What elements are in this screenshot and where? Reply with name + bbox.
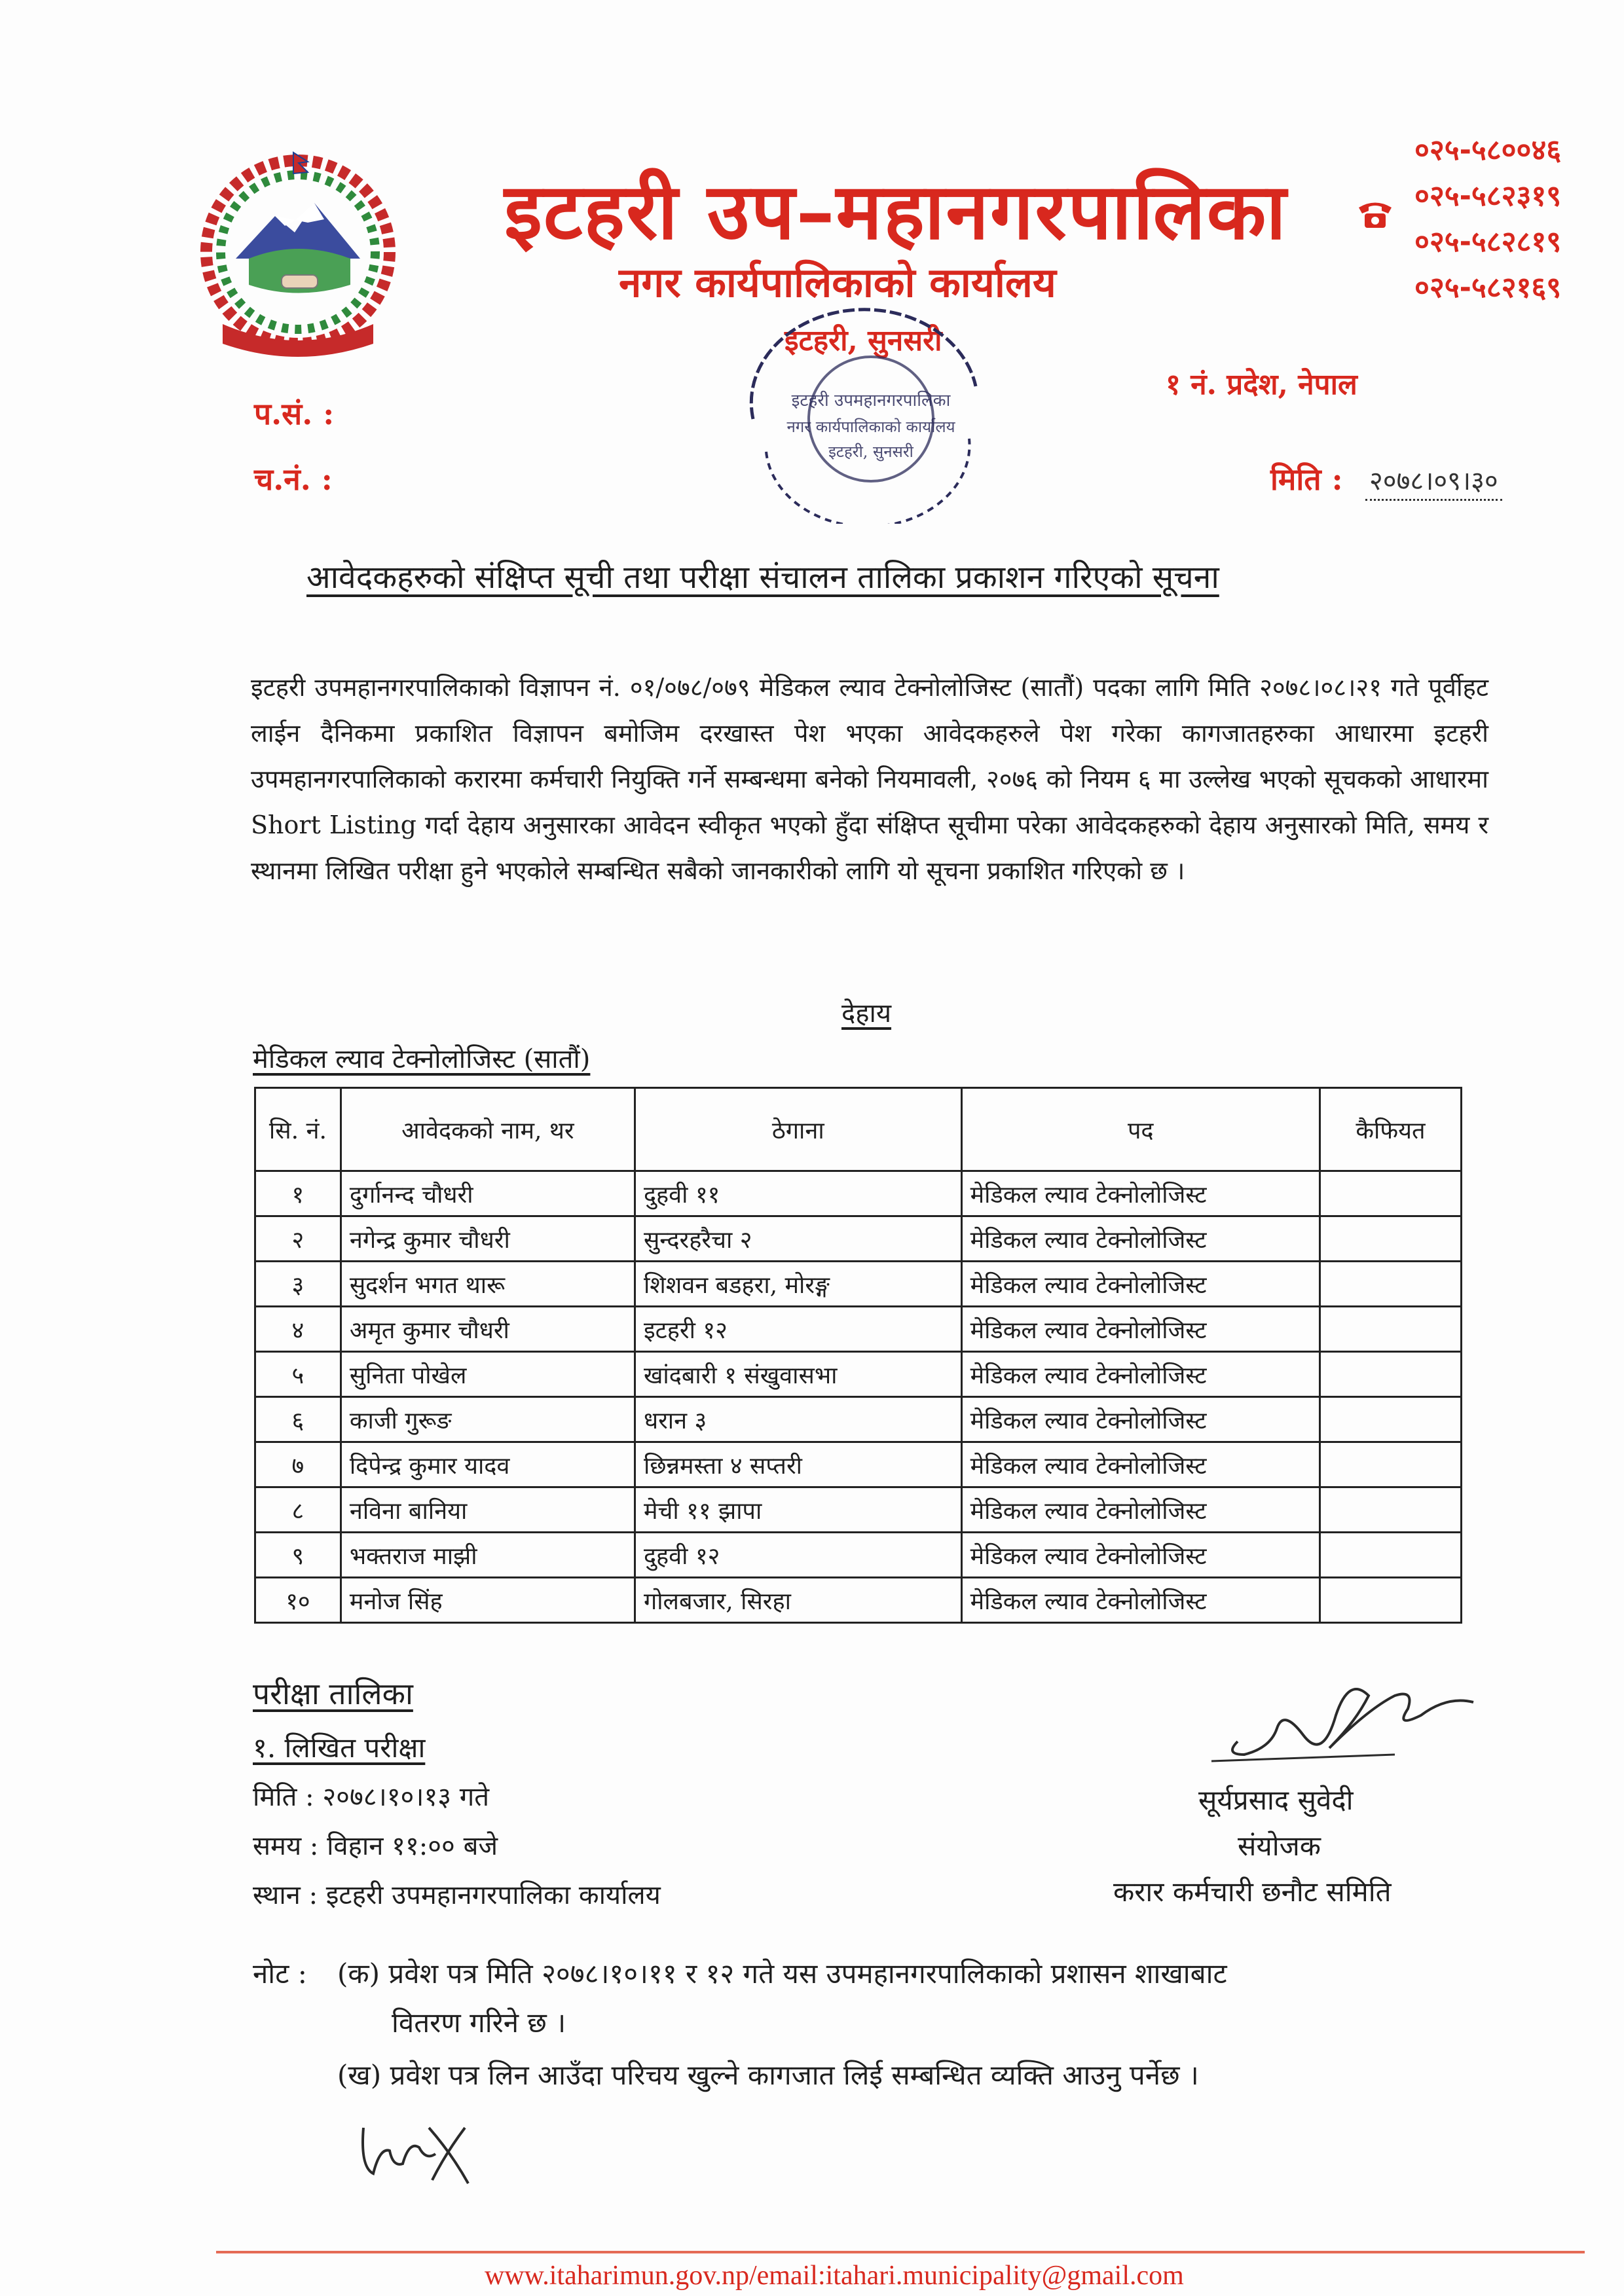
initials-signature	[354, 2102, 478, 2187]
cell-name: काजी गुरूङ	[341, 1397, 635, 1442]
cell-sn: ६	[255, 1397, 341, 1442]
signatory-committee: करार कर्मचारी छनौट समिति	[1113, 1876, 1392, 1908]
cell-sn: २	[255, 1216, 341, 1262]
cell-sn: १०	[255, 1578, 341, 1623]
cell-post: मेडिकल ल्याव टेक्नोलोजिस्ट	[961, 1352, 1320, 1397]
signatory-name: सूर्यप्रसाद सुवेदी	[1198, 1784, 1354, 1816]
post-heading: मेडिकल ल्याव टेक्नोलोजिस्ट (सातौं)	[253, 1044, 591, 1074]
signatory-role: संयोजक	[1238, 1830, 1321, 1862]
cell-sn: ३	[255, 1262, 341, 1307]
applicants-table-body	[255, 1171, 1462, 1623]
notice-body: इटहरी उपमहानगरपालिकाको विज्ञापन नं. ०१/०७८/०७९ मेडिकल ल्याव टेक्नोलोजिस्ट (सातौं) पदका लागि मिति २०७८।०८।२१ गते पूर्वीहट लाईन दैनिकमा प्रकाशित विज्ञापन बमोजिम दरखास्त पेश भएका आवेदकहरुले पेश गरेका कागजातहरुका आधारमा इटहरी उपमहानगरपालिकाको करारमा कर्मचारी नियुक्ति गर्ने सम्बन्धमा बनेको नियमावली, २०७६ को नियम ६ मा उल्लेख भएको सूचकको आधारमा Short Listing गर्दा देहाय अनुसारका आवेदन स्वीकृत भएको हुँदा संक्षिप्त सूचीमा परेका आवेदकहरुको देहाय अनुसारको मिति, समय र स्थानमा लिखित परीक्षा हुने भएकोले सम्बन्धित सबैको जानकारीको लागि यो सूचना प्रकाशित गरिएको छ ।	[251, 673, 1488, 885]
cell-name: सुनिता पोखेल	[341, 1352, 635, 1397]
cell-remarks	[1320, 1216, 1461, 1262]
exam-time: समय : विहान ११:०० बजे	[253, 1831, 498, 1861]
table-row	[255, 1216, 1462, 1262]
notice-title: आवेदकहरुको संक्षिप्त सूची तथा परीक्षा संचालन तालिका प्रकाशन गरिएको सूचना	[306, 559, 1219, 596]
cell-address: सुन्दरहरैचा २	[635, 1216, 961, 1262]
col-header-remarks: कैफियत	[1320, 1088, 1461, 1171]
cell-remarks	[1320, 1262, 1461, 1307]
applicants-table	[254, 1087, 1462, 1624]
cell-remarks	[1320, 1442, 1461, 1487]
col-header-name: आवेदकको नाम, थर	[341, 1088, 635, 1171]
cell-remarks	[1320, 1578, 1461, 1623]
cell-address: इटहरी १२	[635, 1307, 961, 1352]
cell-address: शिशवन बडहरा, मोरङ्ग	[635, 1262, 961, 1307]
cell-post: मेडिकल ल्याव टेक्नोलोजिस्ट	[961, 1442, 1320, 1487]
note-a-line2: वितरण गरिने छ ।	[392, 2007, 566, 2039]
cell-name: अमृत कुमार चौधरी	[341, 1307, 635, 1352]
col-header-sn: सि. नं.	[255, 1088, 341, 1171]
cell-sn: ५	[255, 1352, 341, 1397]
phone-number: ०२५-५८२८१९	[1414, 225, 1562, 259]
cell-post: मेडिकल ल्याव टेक्नोलोजिस्ट	[961, 1171, 1320, 1216]
cell-remarks	[1320, 1171, 1461, 1216]
cell-name: दिपेन्द्र कुमार यादव	[341, 1442, 635, 1487]
cell-post: मेडिकल ल्याव टेक्नोलोजिस्ट	[961, 1487, 1320, 1533]
cell-sn: १	[255, 1171, 341, 1216]
cell-remarks	[1320, 1352, 1461, 1397]
cell-post: मेडिकल ल्याव टेक्नोलोजिस्ट	[961, 1397, 1320, 1442]
cell-name: दुर्गानन्द चौधरी	[341, 1171, 635, 1216]
cell-address: धरान ३	[635, 1397, 961, 1442]
cell-address: गोलबजार, सिरहा	[635, 1578, 961, 1623]
svg-text:नगर कार्यपालिकाको कार्यालय: नगर कार्यपालिकाको कार्यालय	[786, 418, 955, 436]
table-row	[255, 1487, 1462, 1533]
cell-sn: ४	[255, 1307, 341, 1352]
cell-remarks	[1320, 1397, 1461, 1442]
date-value: २०७८।०९।३०	[1365, 462, 1502, 501]
footer-divider	[216, 2251, 1585, 2253]
telephone-icon	[1356, 198, 1395, 230]
nepal-emblem-icon	[183, 147, 419, 363]
cell-address: दुहवी १२	[635, 1533, 961, 1578]
table-row	[255, 1352, 1462, 1397]
table-row	[255, 1578, 1462, 1623]
table-row	[255, 1171, 1462, 1216]
phone-number: ०२५-५८००४६	[1414, 134, 1562, 167]
cell-remarks	[1320, 1487, 1461, 1533]
cell-address: मेची ११ झापा	[635, 1487, 961, 1533]
table-row	[255, 1397, 1462, 1442]
cell-post: मेडिकल ल्याव टेक्नोलोजिस्ट	[961, 1216, 1320, 1262]
col-header-address: ठेगाना	[635, 1088, 961, 1171]
table-row	[255, 1262, 1462, 1307]
note-label: नोट :	[253, 1958, 307, 1990]
office-name: नगर कार्यपालिकाको कार्यालय	[619, 259, 1056, 306]
table-row	[255, 1533, 1462, 1578]
table-header-row	[255, 1088, 1462, 1171]
phone-number: ०२५-५८२१६९	[1414, 271, 1562, 304]
svg-text:इटहरी उपमहानगरपालिका: इटहरी उपमहानगरपालिका	[791, 391, 951, 410]
cell-sn: ८	[255, 1487, 341, 1533]
phone-number: ०२५-५८२३१९	[1414, 179, 1562, 213]
cell-sn: ७	[255, 1442, 341, 1487]
date-label: मिति :	[1270, 462, 1343, 497]
footer-contact: www.itaharimun.gov.np/email:itahari.municipality@gmail.com	[485, 2261, 1184, 2291]
note-a-line1: (क) प्रवेश पत्र मिति २०७८।१०।११ र १२ गते यस उपमहानगरपालिकाको प्रशासन शाखाबाट	[337, 1958, 1227, 1990]
cell-address: खांदबारी १ संखुवासभा	[635, 1352, 961, 1397]
reference-number-label: प.सं. :	[254, 396, 335, 431]
col-header-post: पद	[961, 1088, 1320, 1171]
cell-name: सुदर्शन भगत थारू	[341, 1262, 635, 1307]
cell-remarks	[1320, 1533, 1461, 1578]
office-seal-stamp	[714, 308, 1022, 524]
phone-list	[1414, 128, 1561, 311]
exam-venue: स्थान : इटहरी उपमहानगरपालिका कार्यालय	[253, 1880, 661, 1910]
cell-address: छिन्नमस्ता ४ सप्तरी	[635, 1442, 961, 1487]
exam-date: मिति : २०७८।१०।१३ गते	[253, 1782, 490, 1812]
cell-sn: ९	[255, 1533, 341, 1578]
cell-name: नगेन्द्र कुमार चौधरी	[341, 1216, 635, 1262]
cell-post: मेडिकल ल्याव टेक्नोलोजिस्ट	[961, 1533, 1320, 1578]
dispatch-number-label: च.नं. :	[254, 462, 333, 497]
province: १ नं. प्रदेश, नेपाल	[1166, 368, 1357, 401]
table-row	[255, 1307, 1462, 1352]
cell-post: मेडिकल ल्याव टेक्नोलोजिस्ट	[961, 1262, 1320, 1307]
cell-name: नविना बानिया	[341, 1487, 635, 1533]
cell-remarks	[1320, 1307, 1461, 1352]
cell-name: मनोज सिंह	[341, 1578, 635, 1623]
svg-text:इटहरी, सुनसरी: इटहरी, सुनसरी	[828, 443, 913, 461]
cell-post: मेडिकल ल्याव टेक्नोलोजिस्ट	[961, 1307, 1320, 1352]
exam-schedule-title: परीक्षा तालिका	[253, 1676, 413, 1711]
org-name: इटहरी उप–महानगरपालिका	[504, 166, 1287, 257]
district: इटहरी, सुनसरी	[784, 324, 942, 357]
cell-post: मेडिकल ल्याव टेक्नोलोजिस्ट	[961, 1578, 1320, 1623]
coordinator-signature	[1198, 1656, 1500, 1774]
note-b-line: (ख) प्रवेश पत्र लिन आउँदा परिचय खुल्ने कागजात लिई सम्बन्धित व्यक्ति आउनु पर्नेछ ।	[337, 2059, 1199, 2091]
dehaya-heading: देहाय	[841, 998, 892, 1029]
table-row	[255, 1442, 1462, 1487]
exam-type: १. लिखित परीक्षा	[253, 1732, 426, 1764]
cell-address: दुहवी ११	[635, 1171, 961, 1216]
cell-name: भक्तराज माझी	[341, 1533, 635, 1578]
